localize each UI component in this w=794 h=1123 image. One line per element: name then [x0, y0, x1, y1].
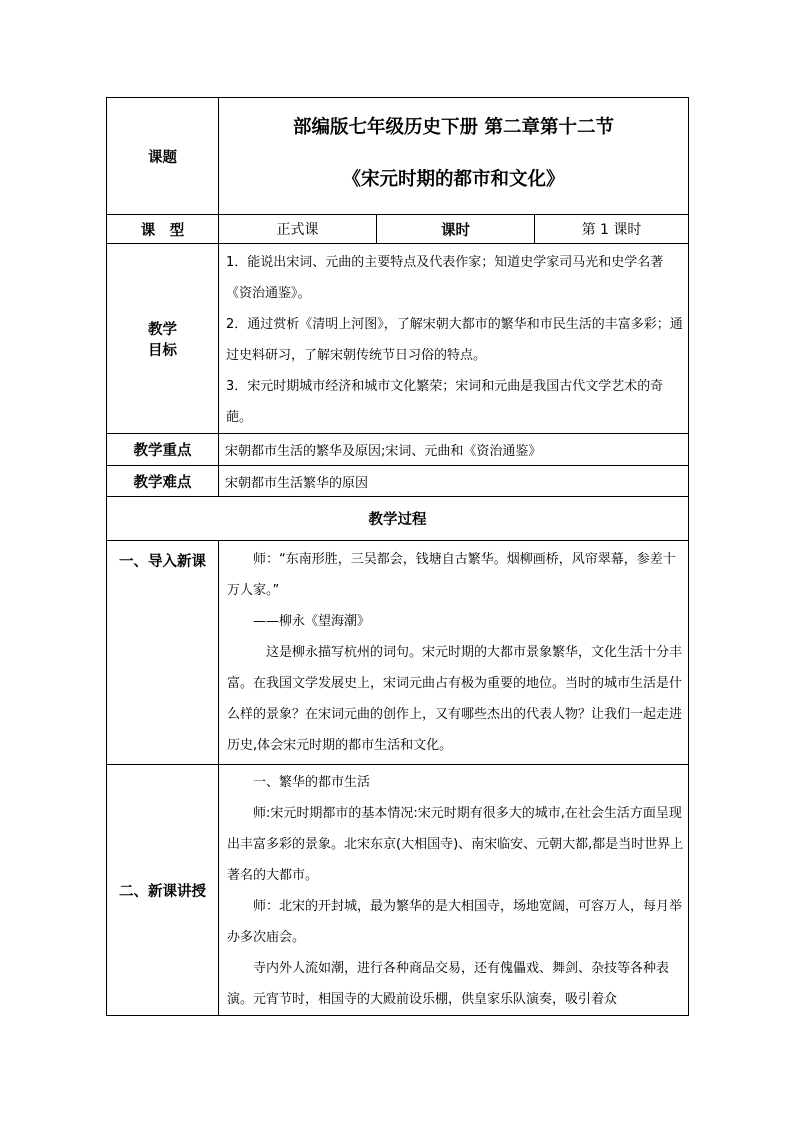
difficulties-label: 教学难点 [107, 466, 219, 497]
type-label: 课 型 [107, 215, 219, 244]
intro-attribution: ——柳永《望海潮》 [253, 614, 371, 629]
period-label: 课时 [377, 215, 535, 244]
objectives-label-line1: 教学 [148, 321, 177, 338]
meta-row [107, 215, 689, 244]
objectives-row [107, 244, 689, 434]
key-points-label: 教学重点 [107, 434, 219, 466]
intro-paragraph: 这是柳永描写杭州的词句。宋元时期的大都市景象繁华，文化生活十分丰富。在我国文学发展史上，宋词元曲占有极为重要的地位。当时的城市生活是什么样的景象？在宋词元曲的创作上，又有哪些杰出的代表人物？让我们一起走进历史,体会宋元时期的都市生活和文化。 [227, 645, 683, 753]
lesson-title-cell [219, 98, 689, 215]
intro-quote: 师：“东南形胜，三吴都会，钱塘自古繁华。烟柳画桥，风帘翠幕，参差十万人家。” [227, 552, 676, 598]
objectives-content [219, 244, 689, 434]
title-row [107, 98, 689, 215]
lesson-title-line1: 部编版七年级历史下册 第二章第十二节 [293, 117, 614, 138]
intro-label: 一、导入新课 [107, 541, 219, 765]
objective-item: 2．通过赏析《清明上河图》，了解宋朝大都市的繁华和市民生活的丰富多彩；通过史料研习，了解宋朝传统节日习俗的特点。 [226, 317, 683, 363]
topic-label: 课题 [107, 98, 219, 215]
process-heading-row [107, 497, 689, 541]
difficulties-value: 宋朝都市生活繁华的原因 [219, 466, 689, 497]
objectives-label [107, 244, 219, 434]
lecture-content [219, 765, 689, 1016]
objectives-label-line2: 目标 [148, 342, 177, 359]
intro-row [107, 541, 689, 765]
objective-item: 3．宋元时期城市经济和城市文化繁荣；宋词和元曲是我国古代文学艺术的奇葩。 [226, 379, 664, 425]
intro-content [219, 541, 689, 765]
lecture-paragraph: 师：北宋的开封城，最为繁华的是大相国寺，场地宽阔，可容万人，每月举办多次庙会。 [227, 899, 683, 945]
lesson-title-line2: 《宋元时期的都市和文化》 [342, 169, 565, 190]
lesson-plan-table [106, 97, 689, 1016]
process-heading: 教学过程 [107, 497, 689, 541]
lecture-row [107, 765, 689, 1016]
lecture-label: 二、新课讲授 [107, 765, 219, 1016]
objective-item: 1．能说出宋词、元曲的主要特点及代表作家；知道史学家司马光和史学名著《资治通鉴》。 [226, 255, 664, 301]
type-value: 正式课 [219, 215, 377, 244]
key-points-value: 宋朝都市生活的繁华及原因;宋词、元曲和《资治通鉴》 [219, 434, 689, 466]
lecture-paragraph: 寺内外人流如潮，进行各种商品交易，还有傀儡戏、舞剑、杂技等各种表演。元宵节时，相国寺的大殿前设乐棚，供皇家乐队演奏，吸引着众 [227, 961, 670, 1007]
period-value: 第 1 课时 [535, 215, 689, 244]
key-points-row [107, 434, 689, 466]
lecture-section-title: 一、繁华的都市生活 [253, 775, 371, 790]
difficulties-row [107, 466, 689, 497]
lecture-paragraph: 师:宋元时期都市的基本情况:宋元时期有很多大的城市,在社会生活方面呈现出丰富多彩的景象。北宋东京(大相国寺)、南宋临安、元朝大都,都是当时世界上著名的大都市。 [227, 806, 684, 883]
